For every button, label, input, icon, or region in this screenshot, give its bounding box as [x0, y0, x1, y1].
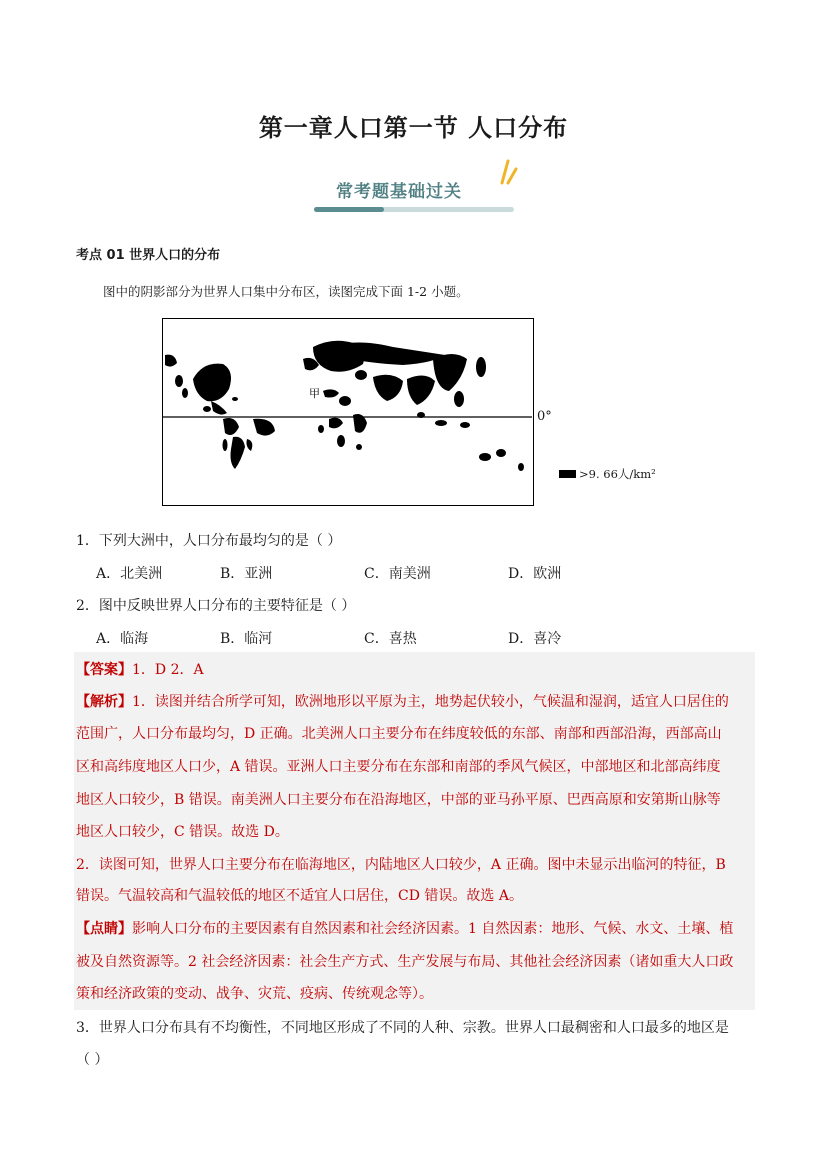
- population-shading: [165, 341, 524, 471]
- analysis-line: 地区人口较少，B 错误。南美洲人口主要分布在沿海地区，中部的亚马孙平原、巴西高原和安第斯山脉等: [76, 792, 721, 808]
- world-population-map: [162, 318, 534, 506]
- q2-option-a: A．临海: [96, 631, 149, 647]
- analysis-row: [76, 692, 729, 712]
- banner-underline-accent: [314, 207, 384, 212]
- q2-option-d: D．喜冷: [508, 631, 562, 647]
- q1-option-d: D．欧洲: [508, 566, 562, 582]
- note-line: 影响人口分布的主要因素有自然因素和社会经济因素。1 自然因素：地形、气候、水文、土壤、植: [132, 921, 734, 937]
- analysis-line: 错误。气温较高和气温较低的地区不适宜人口居住，CD 错误。故选 A。: [76, 888, 523, 904]
- spark-icon: [494, 155, 518, 185]
- q1-option-b: B．亚洲: [220, 566, 273, 582]
- q2-option-b: B．临河: [220, 631, 273, 647]
- map-graphic: [163, 319, 532, 504]
- question-3: 3．世界人口分布具有不均衡性，不同地区形成了不同的人种、宗教。世界人口最稠密和人口最多的地区是: [76, 1020, 729, 1036]
- analysis-line: 地区人口较少，C 错误。故选 D。: [76, 824, 289, 840]
- analysis-line: 2．读图可知，世界人口主要分布在临海地区，内陆地区人口较少，A 正确。图中未显示出临河的特征，B: [76, 857, 726, 873]
- note-tag: 【点睛】: [76, 921, 132, 937]
- section-heading: 考点 01 世界人口的分布: [76, 248, 221, 263]
- answer-tag: 【答案】: [76, 662, 132, 678]
- answer-row: [76, 660, 204, 680]
- page-title: 第一章人口第一节 人口分布: [258, 113, 569, 142]
- q1-option-c: C．南美洲: [364, 566, 431, 582]
- q2-option-c: C．喜热: [364, 631, 417, 647]
- legend-label: >9. 66人/km²: [579, 467, 656, 481]
- section-banner: [308, 155, 528, 217]
- analysis-line: 范围广，人口分布最均匀，D 正确。北美洲人口主要分布在纬度较低的东部、南部和西部沿海，西部高山: [76, 726, 722, 742]
- intro-text: 图中的阴影部分为世界人口集中分布区，读图完成下面 1-2 小题。: [103, 284, 469, 299]
- analysis-line: 1．读图并结合所学可知，欧洲地形以平原为主，地势起伏较小，气候温和湿润，适宜人口居住的: [132, 694, 729, 710]
- place-label-jia: 甲: [309, 387, 320, 400]
- analysis-tag: 【解析】: [76, 694, 132, 710]
- legend-swatch: [559, 470, 576, 478]
- analysis-line: 区和高纬度地区人口少，A 错误。亚洲人口主要分布在东部和南部的季风气候区，中部地区和北部高纬度: [76, 759, 721, 775]
- question-2: 2．图中反映世界人口分布的主要特征是（ ）: [76, 598, 356, 614]
- question-1: 1．下列大洲中，人口分布最均匀的是（ ）: [76, 533, 342, 549]
- answer-text: 1．D 2．A: [132, 662, 204, 678]
- question-3-bracket: （ ）: [76, 1052, 109, 1068]
- note-row: [76, 919, 733, 939]
- q1-option-a: A．北美洲: [96, 566, 163, 582]
- map-legend: [559, 466, 656, 482]
- banner-label: 常考题基础过关: [336, 182, 462, 202]
- note-line: 策和经济政策的变动、战争、灾荒、疫病、传统观念等）。: [76, 986, 433, 1002]
- note-line: 被及自然资源等。2 社会经济因素：社会生产方式、生产发展与布局、其他社会经济因素（诸如重大人口政: [76, 954, 734, 970]
- equator-label: 0°: [537, 409, 552, 424]
